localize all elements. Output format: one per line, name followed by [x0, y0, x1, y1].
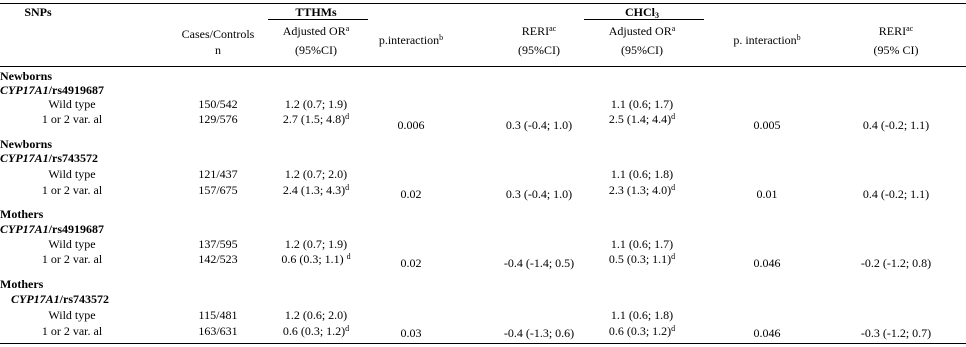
genotype-label: 1 or 2 var. al — [41, 183, 103, 197]
tthm-or-value — [285, 308, 347, 322]
table-bottom-rule — [0, 343, 966, 344]
tthm-or-sup: d — [345, 183, 350, 192]
header-chcl3-p-interaction — [733, 33, 800, 47]
chcl3-or-value — [609, 112, 675, 126]
group-population: Mothers — [0, 207, 44, 221]
tthm-or-sup: d — [345, 112, 350, 121]
chcl3-or-text: 1.1 (0.6; 1.8) — [610, 308, 674, 322]
tthm-or-value — [285, 237, 347, 251]
tthms-underline — [268, 19, 368, 20]
chcl3-or-text: 0.5 (0.3; 1.1) — [608, 252, 672, 266]
gene-name: CYP17A1 — [11, 292, 60, 306]
group-population: Mothers — [0, 277, 44, 291]
chcl3-or-text: 2.5 (1.4; 4.4) — [608, 112, 672, 126]
cases-controls-value: 150/542 — [198, 97, 238, 111]
tthm-or-text: 2.7 (1.5; 4.8) — [282, 112, 346, 126]
snp-id: /rs4919687 — [48, 222, 105, 236]
header-chcl3-sub: 3 — [655, 11, 659, 20]
group-population: Newborns — [0, 69, 53, 83]
snp-id: /rs743572 — [59, 292, 110, 306]
tthm-or-text: 1.2 (0.6; 2.0) — [284, 308, 348, 322]
chcl3-or-value — [611, 237, 673, 251]
header-tthm-p-interaction — [379, 33, 443, 47]
header-bottom-rule — [0, 66, 966, 67]
header-tthm-or-sup: a — [345, 24, 350, 33]
genotype-label: 1 or 2 var. al — [41, 252, 103, 266]
group-snp-label — [0, 83, 104, 97]
chcl3-p-interaction-value: 0.046 — [753, 326, 781, 340]
chcl3-or-value — [611, 167, 673, 181]
tthm-p-interaction-value: 0.02 — [400, 256, 422, 270]
header-tthms: TTHMs — [295, 5, 337, 19]
header-tthm-adjusted-or — [283, 24, 350, 38]
header-cases-controls-n: n — [215, 43, 221, 57]
tthm-or-text: 1.2 (0.7; 2.0) — [284, 167, 348, 181]
chcl3-reri-value: 0.4 (-0.2; 1.1) — [862, 187, 930, 201]
header-chcl3-or-sup: a — [671, 24, 676, 33]
tthm-or-text: 0.6 (0.3; 1.1) — [281, 252, 347, 266]
chcl3-p-interaction-value: 0.046 — [753, 256, 781, 270]
cases-controls-value: 157/675 — [198, 183, 238, 197]
chcl3-p-interaction-value: 0.01 — [756, 187, 778, 201]
chcl3-or-value — [611, 308, 673, 322]
gene-name: CYP17A1 — [0, 151, 49, 165]
header-snps: SNPs — [24, 5, 52, 19]
tthm-p-interaction-value: 0.006 — [397, 118, 425, 132]
header-chcl3-adjusted-or — [609, 24, 676, 38]
chcl3-or-sup: d — [671, 183, 676, 192]
genotype-label: 1 or 2 var. al — [41, 112, 103, 126]
cases-controls-value: 163/631 — [198, 324, 238, 338]
tthm-or-text: 0.6 (0.3; 1.2) — [282, 324, 346, 338]
chcl3-or-sup: d — [671, 324, 676, 333]
tthm-reri-value: 0.3 (-0.4; 1.0) — [505, 187, 573, 201]
tthm-or-text: 1.2 (0.7; 1.9) — [284, 97, 348, 111]
chcl3-or-sup: d — [671, 252, 676, 261]
chcl3-or-text: 0.6 (0.3; 1.2) — [608, 324, 672, 338]
chcl3-or-text: 1.1 (0.6; 1.8) — [610, 167, 674, 181]
header-chcl3 — [625, 5, 659, 19]
header-tthm-reri-ci: (95%CI) — [518, 43, 560, 57]
header-tthm-ci: (95%CI) — [295, 43, 337, 57]
chcl3-p-interaction-value: 0.005 — [753, 118, 781, 132]
group-population: Newborns — [0, 137, 53, 151]
header-chcl3-reri — [879, 24, 913, 38]
header-chcl3-reri-ci: (95% CI) — [873, 43, 919, 57]
chcl3-or-text: 1.1 (0.6; 1.7) — [610, 97, 674, 111]
header-cases-controls: Cases/Controls — [181, 27, 255, 41]
genotype-label: Wild type — [48, 237, 96, 251]
chcl3-or-value — [611, 97, 673, 111]
chcl3-or-value — [609, 252, 675, 266]
header-chcl3-adjusted-or-label: Adjusted OR — [608, 24, 672, 38]
header-chcl3-p-interaction-label: p. interaction — [733, 33, 797, 47]
genotype-label: Wild type — [48, 97, 96, 111]
chcl3-reri-value: -0.2 (-1.2; 0.8) — [860, 256, 932, 270]
chcl3-or-value — [609, 324, 675, 338]
group-snp-label — [11, 292, 109, 306]
tthm-or-text: 2.4 (1.3; 4.3) — [282, 183, 346, 197]
header-tthm-reri — [522, 24, 556, 38]
tthm-or-value — [283, 324, 349, 338]
snp-id: /rs743572 — [48, 151, 99, 165]
cases-controls-value: 142/523 — [198, 252, 238, 266]
snp-id: /rs4919687 — [48, 83, 105, 97]
tthm-or-sup: d — [345, 324, 350, 333]
header-tthm-reri-label: RERI — [521, 24, 550, 38]
group-snp-label — [0, 151, 98, 165]
tthm-or-value — [281, 252, 350, 266]
header-tthm-p-interaction-label: p.interaction — [378, 33, 440, 47]
header-chcl3-p-sup: b — [796, 33, 801, 42]
tthm-p-interaction-value: 0.02 — [400, 187, 422, 201]
table-top-rule — [0, 3, 966, 4]
chcl3-or-value — [609, 183, 675, 197]
header-tthm-adjusted-or-label: Adjusted OR — [282, 24, 346, 38]
tthm-or-value — [283, 112, 349, 126]
tthm-reri-value: 0.3 (-0.4; 1.0) — [505, 118, 573, 132]
genotype-label: 1 or 2 var. al — [41, 324, 103, 338]
cases-controls-value: 129/576 — [198, 112, 238, 126]
group-snp-label — [0, 222, 104, 236]
header-chcl3-reri-sup: ac — [906, 24, 914, 33]
cases-controls-value: 115/481 — [198, 308, 238, 322]
header-chcl3-main: CHCl — [625, 5, 655, 19]
cases-controls-value: 121/437 — [198, 167, 238, 181]
tthm-or-sup: d — [346, 252, 351, 261]
tthm-or-text: 1.2 (0.7; 1.9) — [284, 237, 348, 251]
genotype-label: Wild type — [48, 308, 96, 322]
chcl3-underline — [584, 19, 704, 20]
tthm-reri-value: -0.4 (-1.4; 0.5) — [503, 256, 575, 270]
tthm-p-interaction-value: 0.03 — [400, 326, 422, 340]
header-tthm-reri-sup: ac — [549, 24, 557, 33]
tthm-or-value — [285, 97, 347, 111]
chcl3-or-text: 2.3 (1.3; 4.0) — [608, 183, 672, 197]
genotype-label: Wild type — [48, 167, 96, 181]
tthm-reri-value: -0.4 (-1.3; 0.6) — [503, 326, 575, 340]
chcl3-reri-value: 0.4 (-0.2; 1.1) — [862, 118, 930, 132]
tthm-or-value — [285, 167, 347, 181]
chcl3-or-sup: d — [671, 112, 676, 121]
chcl3-or-text: 1.1 (0.6; 1.7) — [610, 237, 674, 251]
header-tthm-p-sup: b — [439, 33, 444, 42]
cases-controls-value: 137/595 — [198, 237, 238, 251]
chcl3-reri-value: -0.3 (-1.2; 0.7) — [860, 326, 932, 340]
header-chcl3-ci: (95%CI) — [621, 43, 663, 57]
gene-name: CYP17A1 — [0, 222, 49, 236]
gene-name: CYP17A1 — [0, 83, 49, 97]
tthm-or-value — [283, 183, 349, 197]
header-chcl3-reri-label: RERI — [878, 24, 907, 38]
